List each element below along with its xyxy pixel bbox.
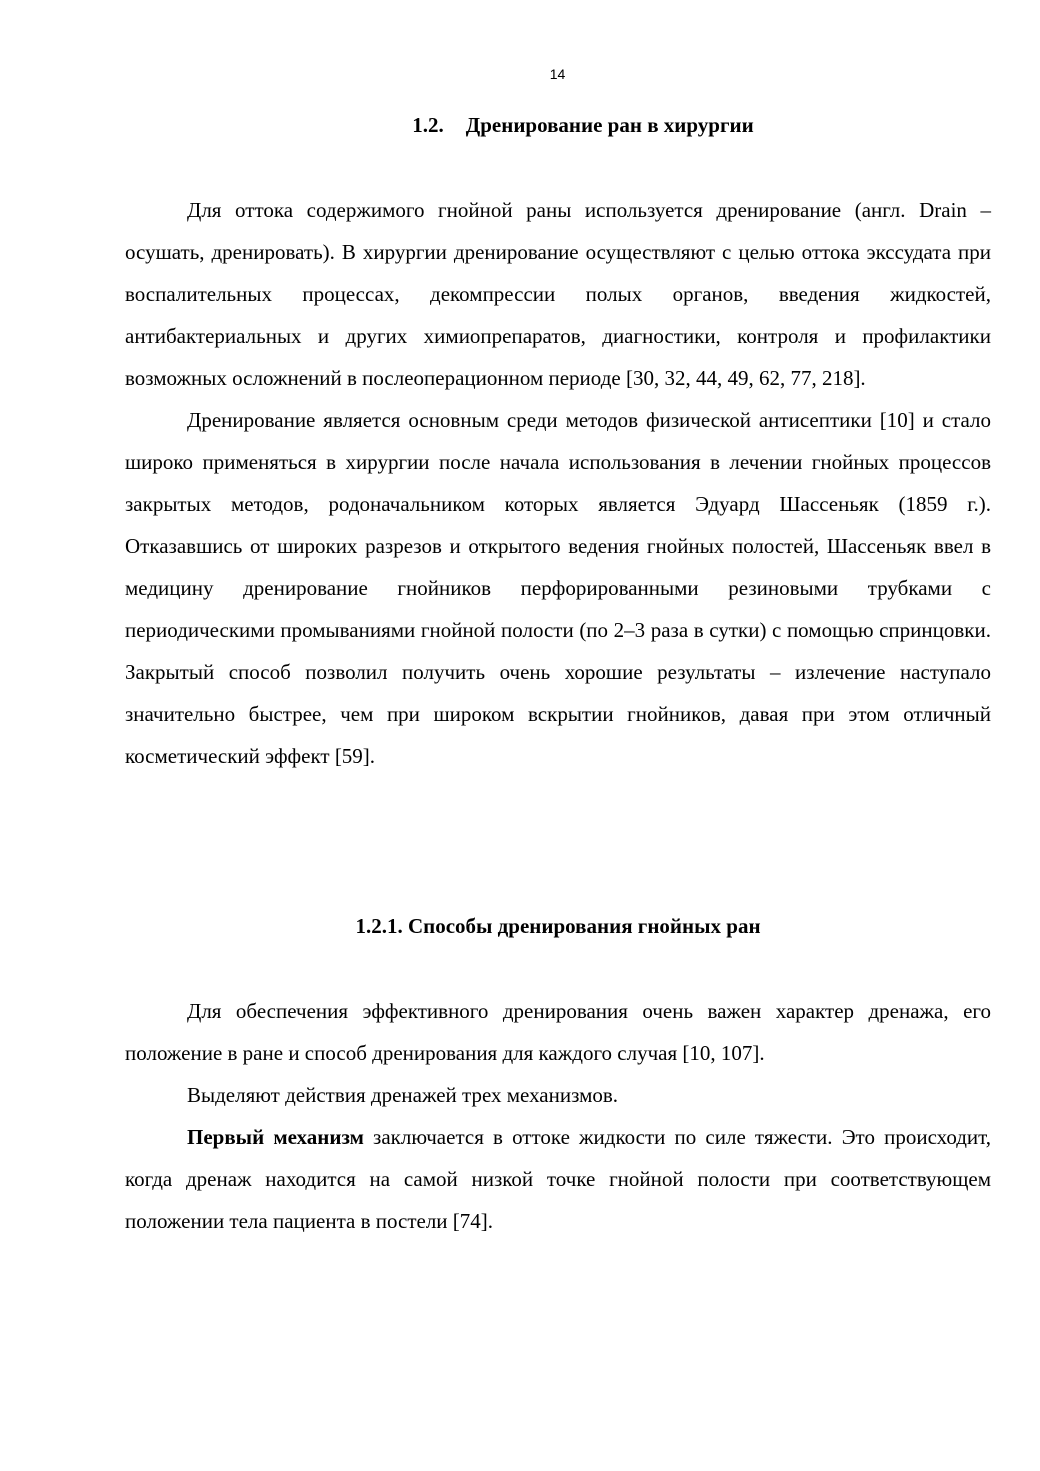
paragraph: Для оттока содержимого гнойной раны используется дренирование (англ. Drain – осушать, дренировать). В хирургии дренирование осуществляют с целью оттока экссудата при воспалительных процессах, декомпрессии полых органов, введения жидкостей, антибактериальных и других химиопрепаратов, диагностики, контроля и профилактики возможных осложнений в послеоперационном периоде [30, 32, 44, 49, 62, 77, 218].	[125, 198, 991, 390]
first-mechanism-text: заключается в оттоке жидкости по силе тяжести. Это происходит, когда дренаж находится на самой низкой точке гнойной полости при соответствующем положении тела пациента в постели [74].	[125, 1125, 992, 1233]
paragraph: Для обеспечения эффективного дренирования очень важен характер дренажа, его положение в ране и способ дренирования для каждого случая [10, 107].	[125, 999, 991, 1065]
section-heading	[125, 112, 991, 138]
paragraph: Выделяют действия дренажей трех механизмов.	[187, 1083, 619, 1107]
subsection-body	[125, 990, 991, 1242]
first-mechanism-term: Первый механизм	[187, 1125, 364, 1149]
page-number: 14	[549, 66, 566, 82]
section-body	[125, 189, 991, 777]
section-number: 1.2.	[412, 113, 444, 137]
paragraph: Дренирование является основным среди методов физической антисептики [10] и стало широко применяться в хирургии после начала использования в лечении гнойных процессов закрытых методов, родоначальником которых является Эдуард Шассеньяк (1859 г.). Отказавшись от широких разрезов и открытого ведения гнойных полостей, Шассеньяк ввел в медицину дренирование гнойников перфорированными резиновыми трубками с периодическими промываниями гнойной полости (по 2–3 раза в сутки) с помощью спринцовки. Закрытый способ позволил получить очень хорошие результаты – излечение наступало значительно быстрее, чем при широком вскрытии гнойников, давая при этом отличный косметический эффект [59].	[125, 408, 991, 768]
section-title: Дренирование ран в хирургии	[465, 113, 754, 137]
paragraph-first-mechanism	[125, 1116, 991, 1242]
subsection-heading: 1.2.1. Способы дренирования гнойных ран	[355, 914, 761, 938]
